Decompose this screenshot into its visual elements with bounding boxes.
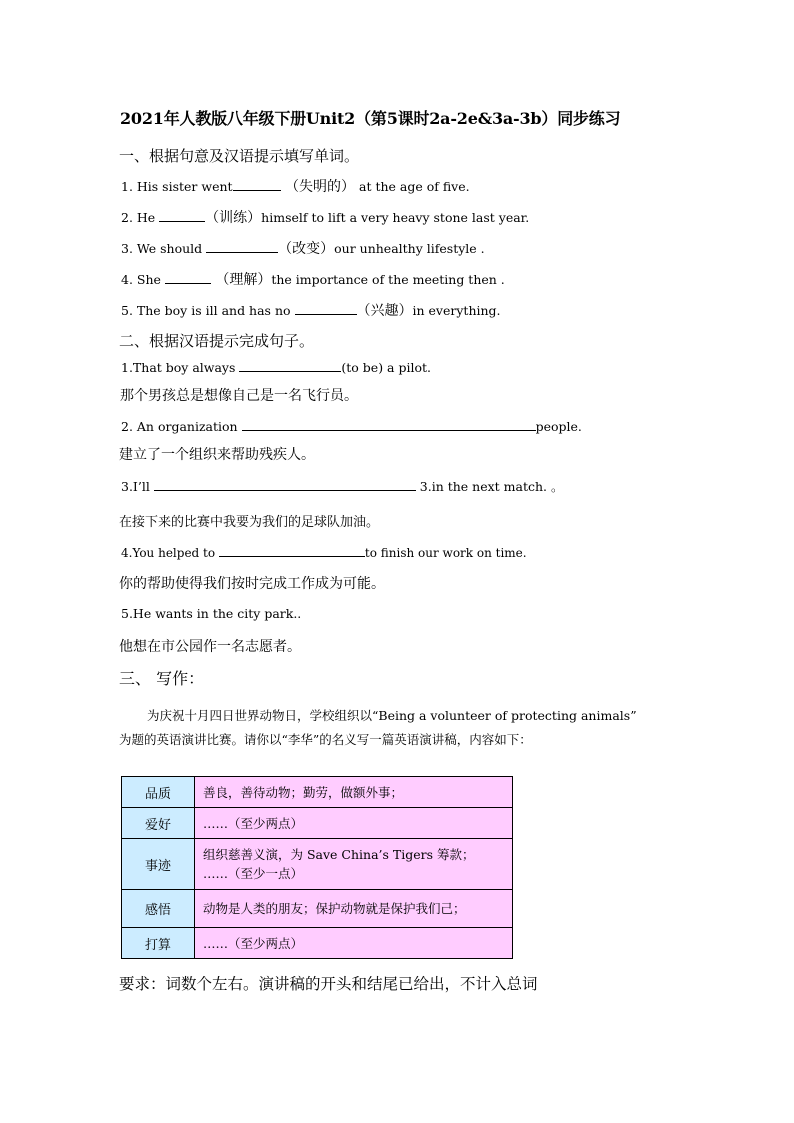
hint: （兴趣） [356,303,413,319]
item-text: 1. His sister went [121,179,233,194]
item-text: (to be) a pilot. [341,360,431,375]
answer-blank[interactable] [219,543,365,557]
row-key: 爱好 [122,808,195,839]
item-text: the importance of the meeting then . [271,272,505,287]
item-text: 1.That boy always [121,360,240,375]
row-key: 打算 [122,928,195,959]
row-key: 事迹 [122,839,195,890]
hint: （训练） [205,210,262,226]
item-text: our unhealthy lifestyle . [334,241,485,256]
answer-blank[interactable] [233,177,281,191]
exercise-item-5 [121,300,501,320]
translation-cn-5: 他想在市公园作一名志愿者。 [119,639,301,655]
section3-heading: 三、 写作： [119,669,205,688]
translation-cn-4: 你的帮助使得我们按时完成工作成为可能。 [119,576,385,592]
answer-blank[interactable] [159,208,205,222]
item-text: 3.in the next match. 。 [415,479,564,494]
item-text: 4. She [121,272,165,287]
item-text: himself to lift a very heavy stone last year. [261,210,530,225]
writing-requirement: 要求：词数个左右。演讲稿的开头和结尾已给出，不计入总词 [119,975,538,993]
item-text: at the age of five. [359,179,470,194]
writing-outline-table [121,776,513,959]
item-text: 3. We should [121,241,207,256]
item-text: in everything. [412,303,501,318]
writing-prompt: 为庆祝十月四日世界动物日，学校组织以“Being a volunteer of protecting animals” 为题的英语演讲比赛。请你以“李华”的名义写一篇英语演讲稿，内容如下： [119,708,637,747]
table-row [122,928,513,959]
row-value: 动物是人类的朋友；保护动物就是保护我们己； [195,890,513,928]
item-text: 5. The boy is ill and has no [121,303,295,318]
translation-cn-3: 在接下来的比赛中我要为我们的足球队加油。 [119,515,380,530]
row-key: 感悟 [122,890,195,928]
item-text: 2. He [121,210,160,225]
item-text: 4.You helped to [121,546,219,560]
table-row [122,839,513,890]
table-row [122,808,513,839]
item-text: 5.He wants in the city park.. [121,606,302,621]
table-row [122,777,513,808]
translation-item-1 [121,358,431,375]
translation-cn-2: 建立了一个组织来帮助残疾人。 [119,447,315,463]
section2-heading: 二、根据汉语提示完成句子。 [119,332,315,350]
page-title: 2021年人教版八年级下册Unit2（第5课时2a-2e&3a-3b）同步练习 [120,109,621,128]
row-value: ……（至少两点） [195,808,513,839]
translation-item-5 [121,606,301,621]
row-key: 品质 [122,777,195,808]
item-text: 3.I’ll [121,479,154,494]
hint: （改变） [278,241,335,257]
item-text: to finish our work on time. [364,546,527,560]
row-value: 善良，善待动物；勤劳，做额外事； [195,777,513,808]
exercise-item-3 [121,238,485,258]
answer-blank[interactable] [295,301,357,315]
exercise-item-1 [121,176,470,196]
answer-blank[interactable] [239,358,341,372]
answer-blank[interactable] [165,270,211,284]
item-text: people. [535,419,582,434]
translation-cn-1: 那个男孩总是想像自己是一名飞行员。 [120,388,358,404]
section1-heading: 一、根据句意及汉语提示填写单词。 [119,147,360,165]
translation-item-3 [121,477,564,495]
hint: （理解） [210,272,272,288]
answer-blank[interactable] [154,477,416,491]
answer-blank[interactable] [206,239,278,253]
translation-item-2 [121,417,582,434]
exercise-item-4 [121,269,505,289]
hint: （失明的） [280,179,356,195]
answer-blank[interactable] [242,417,536,431]
exercise-item-2 [121,207,529,227]
item-text: 2. An organization [121,419,242,434]
translation-item-4 [121,543,527,560]
row-value: 组织慈善义演，为 Save China’s Tigers 筹款； ……（至少一点） [195,839,513,890]
table-row [122,890,513,928]
row-value: ……（至少两点） [195,928,513,959]
